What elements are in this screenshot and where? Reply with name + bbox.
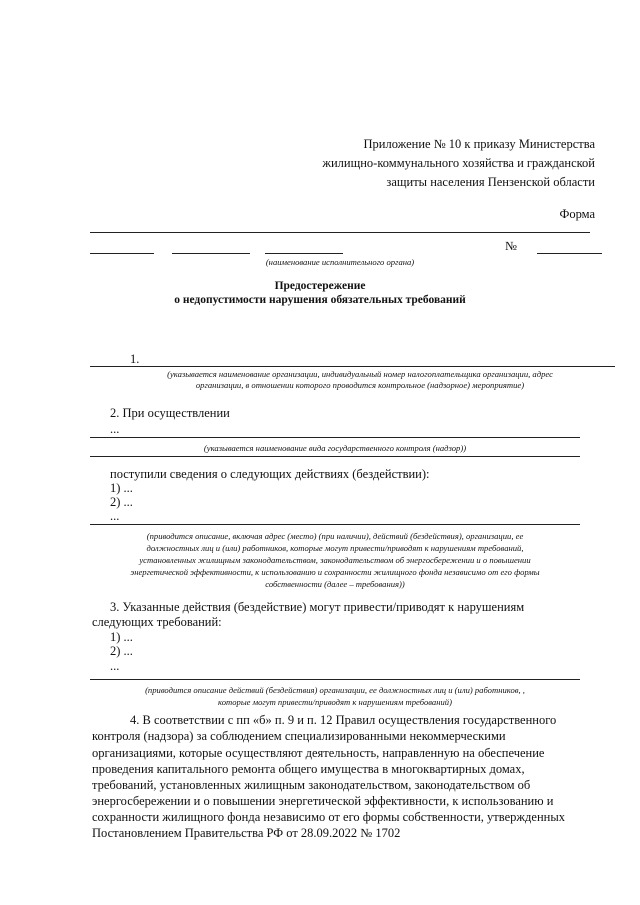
section-4-line-5: требований, установленных жилищным законодательством, законодательством об [92, 778, 531, 792]
section-4-line-1: 4. В соответствии с пп «б» п. 9 и п. 12 Правил осуществления государственного [130, 713, 557, 727]
org-caption: (наименование исполнительного органа) [265, 257, 415, 267]
section-2-text: 2. При осуществлении [110, 406, 230, 420]
section-2-item-3: ... [110, 509, 120, 523]
section-4-line-3: организациями, которые осуществляют деятельность, направленную на обеспечение [92, 746, 545, 760]
header-line-1: Приложение № 10 к приказу Министерства [363, 137, 595, 151]
number-sign: № [505, 239, 517, 253]
date-field-1[interactable] [90, 253, 154, 254]
section-3-line[interactable] [90, 679, 580, 680]
section-1-number: 1. [130, 352, 140, 366]
section-4-line-8: Постановлением Правительства РФ от 28.09.2022 № 1702 [92, 826, 401, 840]
section-2-line[interactable] [90, 437, 580, 438]
section-2-line-3[interactable] [90, 524, 580, 525]
section-3-line-1: 3. Указанные действия (бездействие) могут привести/приводят к нарушениям [110, 600, 525, 614]
section-2-line-2 [90, 456, 580, 457]
section-2-caption-line-3: установленных жилищным законодательством, законодательством об энергосбережении и о повышении [139, 555, 531, 565]
section-2-item-1: 1) ... [110, 481, 133, 495]
form-label: Форма [559, 207, 595, 221]
document-subtitle: о недопустимости нарушения обязательных требований [174, 294, 466, 306]
section-1-caption-1: (указывается наименование организации, индивидуальный номер налогоплательщика организации, адрес [167, 369, 553, 379]
section-4-line-7: сохранности жилищного фонда независимо от его формы собственности, утвержденных [92, 810, 565, 824]
section-3-item-2: 2) ... [110, 644, 133, 658]
section-4-line-6: энергосбережении и о повышении энергетической эффективности, к использованию и [92, 794, 554, 808]
section-3-caption-1: (приводится описание действий (бездействия) организации, ее должностных лиц и (или) работников, , [145, 685, 525, 695]
number-field[interactable] [537, 253, 602, 254]
section-2-caption: (указывается наименование вида государственного контроля (надзор)) [203, 443, 467, 453]
section-3-caption-2: которые могут привести/приводят к нарушениям требований) [218, 697, 452, 707]
section-3-item-3: ... [110, 659, 120, 673]
header-line-3: защиты населения Пензенской области [386, 175, 595, 189]
section-3-line-2: следующих требований: [92, 615, 222, 629]
date-field-3[interactable] [265, 253, 343, 254]
section-4-line-4: проведения капитального ремонта общего имущества в многоквартирных домах, [92, 762, 525, 776]
section-3-item-1: 1) ... [110, 630, 133, 644]
section-2-caption-line-1: (приводится описание, включая адрес (место) (при наличии), действий (бездействия), организации, ее [146, 531, 524, 541]
section-2-dots: ... [110, 422, 120, 436]
org-name-line [90, 232, 590, 233]
section-1-caption-2: организации, в отношении которого проводится контрольное (надзорное) мероприятие) [195, 380, 525, 390]
section-2-received: поступили сведения о следующих действиях (бездействии): [110, 467, 430, 481]
date-field-2[interactable] [172, 253, 250, 254]
section-2-caption-line-2: должностных лиц и (или) работников, которые могут привести/приводят к нарушениям требований, [146, 543, 524, 553]
section-2-item-2: 2) ... [110, 495, 133, 509]
section-4-line-2: контроля (надзора) за соблюдением специализированными некоммерческими [92, 729, 506, 743]
document-title: Предостережение [274, 280, 366, 292]
header-line-2: жилищно-коммунального хозяйства и гражданской [322, 156, 595, 170]
section-2-caption-line-5: собственности (далее – требования)) [265, 579, 405, 589]
section-1-line[interactable] [90, 366, 615, 367]
section-2-caption-line-4: энергетической эффективности, к использованию и сохранности жилищного фонда независимо от его формы [130, 567, 540, 577]
